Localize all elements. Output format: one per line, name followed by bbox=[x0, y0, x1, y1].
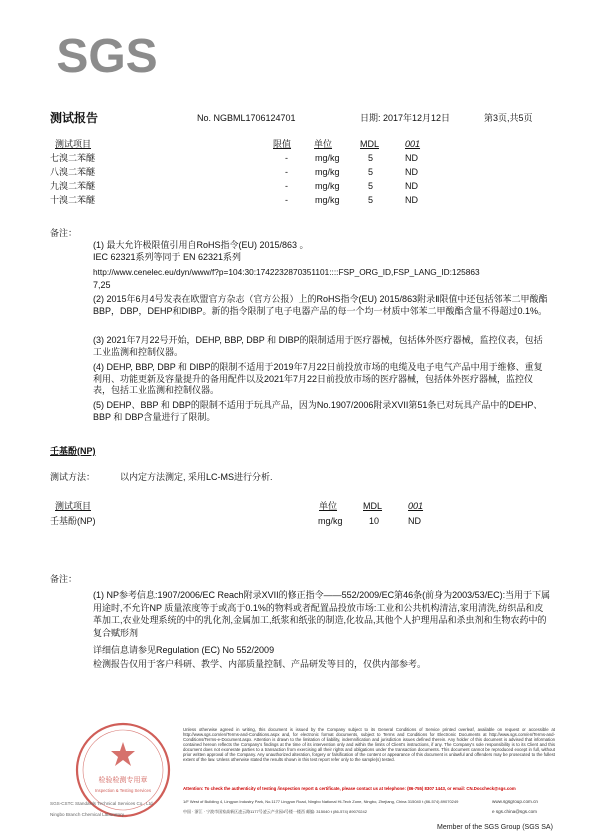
note-1: (1) 最大允许极限值引用自RoHS指令(EU) 2015/863 。 bbox=[93, 240, 309, 250]
table-cell: 七溴二苯醚 bbox=[50, 153, 96, 163]
note-url-cont: 7,25 bbox=[93, 280, 111, 290]
note-5: (5) DEHP、BBP 和 DBP的限制不适用于玩具产品，因为No.1907/2006附录XVII第51条已对玩具产品中的DEHP、BBP 和 DBP含量进行了限制。 bbox=[93, 400, 543, 422]
table-cell: ND bbox=[405, 195, 418, 205]
note-iec: IEC 62321系列等同于 EN 62321系列 bbox=[93, 252, 242, 262]
table-cell: 5 bbox=[368, 153, 374, 163]
notes-label: 备注： bbox=[50, 574, 78, 584]
table-cell: - bbox=[285, 195, 288, 205]
note-4: (4) DEHP, BBP, DBP 和 DIBP的限制不适用于2019年7月22日前投放市场的电缆及电子电气产品中用于维修、重复利用、功能更新及容量提升的备用配件以及2021年7月22日前投放市场的医疗器械，包括体外医疗器械，监控仪表，包括工业监测和控制仪器。 bbox=[93, 362, 543, 395]
table-cell: 十溴二苯醚 bbox=[50, 195, 96, 205]
sgs-logo-text: SGS bbox=[56, 30, 158, 80]
table2-header-sample: 001 bbox=[408, 501, 424, 511]
np-note-usage: 检测报告仅用于客户科研、教学、内部质量控制、产品研发等目的，仅供内部参考。 bbox=[93, 659, 427, 669]
table2-header-mdl: MDL bbox=[363, 501, 383, 511]
table-cell: ND bbox=[405, 181, 418, 191]
website: www.sgsgroup.com.cn bbox=[492, 799, 538, 804]
table2-header-unit: 单位 bbox=[319, 501, 338, 511]
note-url: http://www.cenelec.eu/dyn/www/f?p=104:30:1742232870351101::::FSP_ORG_ID,FSP_LANG_ID:125863 bbox=[93, 267, 480, 277]
table1-header-unit: 单位 bbox=[314, 139, 333, 149]
table1-header-mdl: MDL bbox=[360, 139, 380, 149]
address-en: 1/F West of Building 4, Lingyun Industry Park, No.1177 Lingyun Road, Ningbo National Hi-Tech Zone, Ningbo, Zhejiang, China 315040 t (86-574) 89070249 bbox=[183, 799, 459, 804]
table-cell: ND bbox=[405, 167, 418, 177]
table-cell: mg/kg bbox=[318, 516, 343, 526]
branch-name-cn: Ningbo Branch Chemical Laboratory bbox=[50, 812, 125, 817]
stamp-text-cn: 检验检测专用章 bbox=[98, 776, 148, 784]
report-number: No. NGBML1706124701 bbox=[197, 113, 296, 123]
page-number: 第3页,共5页 bbox=[484, 113, 533, 123]
table-cell: - bbox=[285, 181, 288, 191]
table1-header-sample: 001 bbox=[405, 139, 421, 149]
note-2: (2) 2015年6月4号发表在欧盟官方杂志（官方公报）上的RoHS指令(EU) 2015/863附录Ⅱ限值中还包括邻苯二甲酸酯BBP，DBP，DEHP和DIBP。新的指令限制了电子电器产品的每一个均一材质中邻苯二甲酸酯含量不得超过0.1%。 bbox=[93, 294, 548, 316]
report-date: 日期: 2017年12月12日 bbox=[360, 113, 451, 123]
table-cell: 九溴二苯醚 bbox=[50, 181, 96, 191]
table2-header-item: 测试项目 bbox=[55, 501, 92, 511]
notes-label: 备注： bbox=[50, 228, 78, 238]
table1-header-limit: 限值 bbox=[273, 139, 292, 149]
member-line: Member of the SGS Group (SGS SA) bbox=[437, 824, 553, 831]
table-cell: mg/kg bbox=[315, 167, 340, 177]
note-3: (3) 2021年7月22号开始，DEHP, BBP, DBP 和 DIBP的限制适用于医疗器械，包括体外医疗器械，监控仪表，包括工业监测和控制仪器。 bbox=[93, 335, 543, 357]
table-cell: 10 bbox=[369, 516, 380, 526]
table-cell: - bbox=[285, 153, 288, 163]
table-cell: ND bbox=[408, 516, 421, 526]
report-title: 测试报告 bbox=[50, 111, 99, 125]
table-cell: - bbox=[285, 167, 288, 177]
table-cell: 八溴二苯醚 bbox=[50, 167, 96, 177]
table-cell: mg/kg bbox=[315, 153, 340, 163]
table-cell: 壬基酚(NP) bbox=[50, 516, 96, 526]
table1-header-item: 测试项目 bbox=[55, 139, 92, 149]
table-cell: ND bbox=[405, 153, 418, 163]
method-text: 以内定方法测定, 采用LC-MS进行分析. bbox=[120, 472, 273, 482]
section-title-np: 壬基酚(NP) bbox=[50, 446, 96, 456]
np-note-1: (1) NP参考信息:1907/2006/EC Reach附录XVII的修正指令——552/2009/EC第46条(前身为2003/53/EC):当用于下属用途时,不允许NP 质量浓度等于或高于0.1%的物料或者配置品投放市场:工业和公共机构清洁,家用清洗,纺织品和皮革加工,农业处理系统的中的乳化剂,金属加工,纸浆和纸张的制造,化妆品,其他个人护理用品和杀虫剂和生物农药中的复合赋形剂 bbox=[93, 590, 551, 638]
table-cell: 5 bbox=[368, 181, 374, 191]
disclaimer-text: Unless otherwise agreed in writing, this document is issued by the Company subject to its General Conditions of Service printed overleaf, available on request or accessible at http://www.sgs.com/en/Terms-and-Conditions.aspx and, for electronic format documents, subject to Terms and Conditions for Electronic Documents at http://www.sgs.com/en/Terms-and-Conditions/Terms-e-Document.aspx. Attention is drawn to the limitation of liability, indemnification and jurisdiction issues defined therein. Any holder of this document is advised that information contained hereon reflects the Company's findings at the time of its intervention only and within the limits of Client's instructions, if any. The Company's sole responsibility is to its Client and this document does not exonerate parties to a transaction from exercising all their rights and obligations under the transaction documents. This document cannot be reproduced except in full, without prior written approval of the Company. Any unauthorized alteration, forgery or falsification of the content or appearance of this document is unlawful and offenders may be prosecuted to the fullest extent of the law. Unless otherwise stated the results shown in this test report refer only to the sample(s) tested. bbox=[183, 727, 555, 762]
branch-name-en: SGS-CSTC Standards Technical Services Co., Ltd. bbox=[50, 801, 154, 806]
np-note-regulation: 详细信息请参见Regulation (EC) No 552/2009 bbox=[93, 645, 275, 655]
method-label: 测试方法： bbox=[50, 472, 96, 482]
table-cell: mg/kg bbox=[315, 195, 340, 205]
sgs-logo bbox=[50, 28, 165, 80]
table-cell: 5 bbox=[368, 195, 374, 205]
stamp-text-en: Inspection & Testing Services bbox=[94, 788, 152, 793]
authenticity-notice: Attention: To check the authenticity of testing /inspection report & certificate, please contact us at telephone: (86-755) 8307 1443, or email: CN.Doccheck@sgs.com bbox=[183, 786, 516, 791]
table-cell: 5 bbox=[368, 167, 374, 177]
table-cell: mg/kg bbox=[315, 181, 340, 191]
email: e sgs.china@sgs.com bbox=[492, 809, 538, 814]
address-cn: 中国 · 浙江 · 宁波市国家高新区凌云路1177号凌云产业园4号楼一楼西 邮编: 315040 t (86-574) 89070242 bbox=[183, 809, 367, 814]
